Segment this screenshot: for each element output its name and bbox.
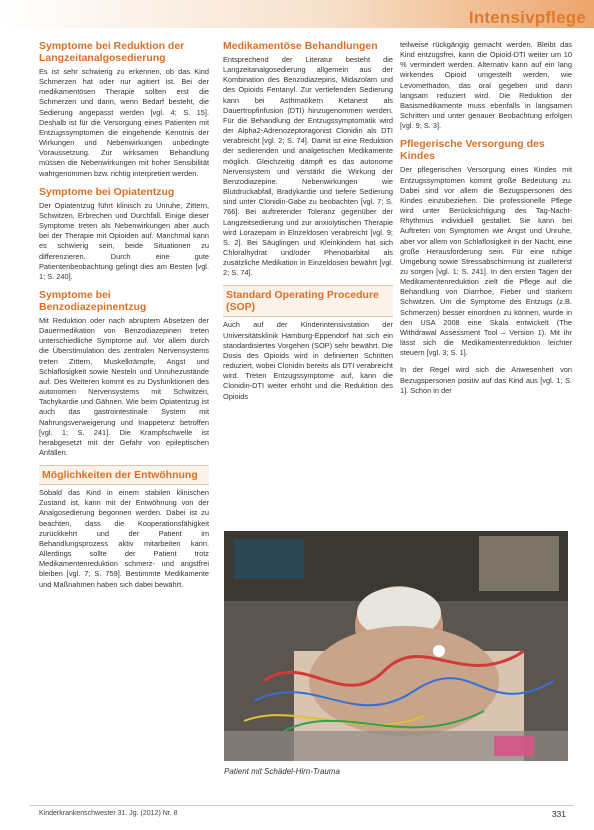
column-1	[39, 40, 209, 597]
figure-caption: Patient mit Schädel-Hirn-Trauma	[224, 767, 340, 776]
heading: Symptome bei Reduktion der Langzeitanalgosedierung	[39, 40, 185, 64]
paragraph: Es ist sehr schwierig zu erkennen, ob das Kind Schmerzen hat oder nur agitiert ist. Bei der medikamentösen Therapie sollten erst die Schmerzen und dann, wenn Bedarf besteht, die Sedierung angepasst werden [vgl. 4; S. 15]. Deshalb ist für die Versorgung eines Patienten mit Entzugssymptomen die eingehende Kenntnis der Wirkungen und Nebenwirkungen unbedingte Voraussetzung. Zur wirksamen Behandlung müssen die Nebenwirkungen mit hoher Sensibilität wahrgenommen bzw. richtig interpretiert werden.	[39, 67, 209, 178]
page-number: 331	[551, 809, 566, 819]
paragraph: Der pflegerischen Versorgung eines Kindes mit Entzugssymptomen kommt große Bedeutung zu. Dabei sind vor allem die Bezugspersonen des Kindes einzubeziehen. Die professionelle Pflege wird unter Berücksichtigung des Tag-Nacht-Rhythmus individuell gestaltet. Sie kann bei Auftreten von Symptomen wie Angst und Unruhe, aber vor allem von Schlaflosigkeit in der Nacht, eine große Herausforderung sein. Für eine ruhige Umgebung sowie Stressabschirmung ist zuallererst zu sorgen [vgl. 1; S. 241]. In den ersten Tagen der Medikamentenreduktion zielt die Pflege auf die Behandlung von Diarrhoe, Fieber und starkem Schwitzen. Um die Symptome des Entzugs (z.B. Schmerzen) besser einordnen zu können, wurde in den USA 2008 eine Skala entwickelt (The Withdrawal Assessment Tool – Version 1). Mit ihr lässt sich die Medikamentenreduktion leichter steuern [vgl. 3; S. 1].	[400, 165, 572, 358]
heading: Pflegerische Versorgung des Kindes	[400, 138, 545, 163]
paragraph: Der Opiatentzug führt klinisch zu Unruhe, Zittern, Schwitzen, Erbrechen und Durchfall. Einige dieser Symptome treten als Nebenwirkungen aber auch bei der Therapie mit Opioiden auf. Manchmal kann es schwierig sein, beide Situationen zu differenzieren. Durch eine gute Patientenbeobachtung gelingt dies am Besten [vgl. 1; S. 240].	[39, 200, 209, 281]
paragraph: In der Regel wird sich die Anwesenheit von Bezugspersonen positiv auf das Kind aus [vgl. 1; S. 1]. Schon in der	[400, 365, 572, 395]
paragraph: Mit Reduktion oder nach abruptem Absetzen der Dauermedikation von Benzodiazepinen treten unterschiedliche Symptome auf. Vor allem durch die Überstimulation des zentralen Nervensystems treten Zittern, Muskelkrämpfe, Angst und Schlaflosigkeit sowie Nesteln und Unruhezustände auf. Des Weiteren kommt es zu Dysfunktionen des autonomen Nervensystems mit Schwitzen, Tachykardie und Gähnen. Wie beim Opiatentzug ist auch das gastrointestinale System mit Nahrungsverweigerung und Inappetenz betroffen [vgl. 1; S. 241]. Die Krampfschwelle ist herabgesetzt mit der Gefahr von epileptischen Anfällen.	[39, 315, 209, 457]
paragraph: Sobald das Kind in einem stabilen klinischen Zustand ist, kann mit der Entwöhnung von der Analgosedierung begonnen werden. Dabei ist zu beachten, dass die Kooperationsfähigkeit zurückkehrt und der Patient im Behandlungsprozess aktiv mitarbeiten kann. Allerdings sollte der Patient trotz Medikamentenreduktion schmerz- und angstfrei bleiben [vgl. 7; S. 759]. Bestimmte Medikamente und Maßnahmen haben sich dabei bewährt.	[39, 488, 209, 589]
footer-divider	[30, 805, 574, 806]
paragraph: teilweise rückgängig gemacht werden. Bleibt das Kind entzugsfrei, kann die Opioid-DTI weiter um 10 % vermindert werden. Alternativ kann auf ein lang wirkendes Opioid umgestellt werden, wie Levomethadon, das oral gegeben und dann langsam reduziert wird. Die Reduktion der Basismedikamente muss ebenfalls in langsamen Schritten und unter genauer Beobachtung erfolgen [vgl. 9; S. 3].	[400, 40, 572, 131]
journal-footer: Kinderkrankenschwester 31. Jg. (2012) Nr. 8	[39, 810, 178, 817]
header-band	[0, 0, 594, 28]
patient-photo	[224, 531, 568, 761]
heading: Medikamentöse Behandlungen	[223, 40, 378, 52]
heading-boxed: Standard Operating Procedure (SOP)	[223, 285, 393, 317]
column-3	[400, 40, 572, 403]
paragraph: Auch auf der Kinderintensivstation der Universitätsklinik Hamburg-Eppendorf hat sich ein standardisiertes Vorgehen (SOP) sehr bewährt. Die Dosis des Opioids wird in definierten Schritten reduziert, wobei Clonidin bereits als DTI verabreicht wird. Treten Entzugssymptome auf, kann die Clonidin-DTI weiter erhöht und die Reduktion des Opioids	[223, 320, 393, 401]
heading: Symptome bei Benzodiazepinentzug	[39, 288, 147, 313]
paragraph: Entsprechend der Literatur besteht die Langzeitanalgosedierung allgemein aus der Kombination des Benzodiazepins, Midazolam und des Opioids Fentanyl. Zur vertiefenden Sedierung kann bei Asthmatikern Ketanest als Dauertropfinfusion (DTI) hinzugenommen werden. Für die Behandlung der Entzugssymptomatik wird der Alpha2-Adrenozeptoragonist Clonidin als DTI verabreicht [vgl. 2; S. 74]. Damit ist eine Reduktion der sedierenden und analgetischen Medikamente möglich. Gleichzeitig dämpft es das autonome Nervensystem und verstärkt die Wirkung der Benzodiazepine. Nebenwirkungen wie Blutdruckabfall, Bradykardie und tiefere Sedierung sind unter Clonidin-Gabe zu beobachten [vgl. 7; S. 766]. Bei auftretender Toleranz gegenüber der Langzeitsedierung und zur anxiolytischen Therapie wird Lorazepam in Einzeldosen verabreicht [vgl. 9; S. 2]. Bei Säuglingen und Kleinkindern hat sich Chloralhydrat und/oder Phenobarbital als zusätzliche Medikation in Einzeldosen bewährt [vgl. 2; S. 74].	[223, 55, 393, 278]
section-title: Intensivpflege	[468, 8, 586, 27]
heading-boxed: Möglichkeiten der Entwöhnung	[39, 465, 209, 485]
column-2	[223, 40, 393, 409]
heading: Symptome bei Opiatentzug	[39, 185, 175, 198]
